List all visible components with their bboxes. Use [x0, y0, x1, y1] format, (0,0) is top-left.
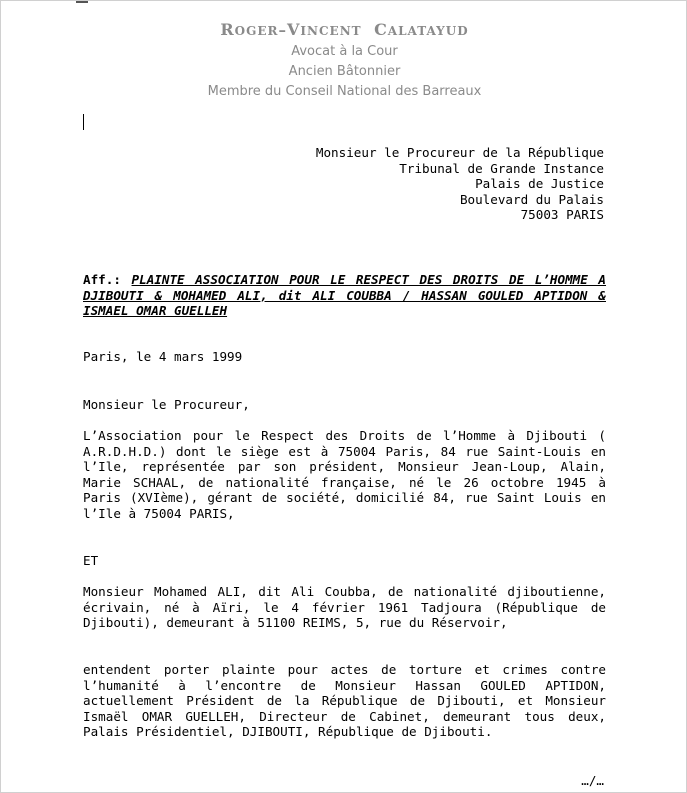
- conjunction-et: ET: [83, 553, 99, 568]
- recipient-address: [316, 145, 604, 223]
- letterhead: [1, 19, 687, 102]
- paragraph-association: L’Association pour le Respect des Droits de l’Homme à Djibouti ( A.R.D.H.D.) dont le siège est à 75004 Paris, 84 rue Saint-Louis en l’Ile, représentée par son président, Monsieur Jean-Loup, Alain, Marie SCHAAL, de nationalité française, né le 26 octobre 1945 à Paris (XVIème), gérant de société, domicilié 84, rue Saint Louis en l’Ile à 75004 PARIS,: [83, 428, 606, 521]
- text-cursor: [83, 114, 84, 130]
- recipient-line-3: Palais de Justice: [475, 176, 604, 192]
- recipient-line-1: Monsieur le Procureur de la République: [315, 145, 604, 160]
- lawyer-name: ROGER–VINCENT CALATAYUD: [220, 20, 469, 39]
- paragraph-mohamed-ali: Monsieur Mohamed ALI, dit Ali Coubba, de nationalité djiboutienne, écrivain, né à Aïri, le 4 février 1961 Tadjoura (République de Djibouti), demeurant à 51100 REIMS, 5, rue du Réservoir,: [83, 584, 606, 631]
- continuation-marker: …/…: [581, 773, 604, 788]
- affaire-subject: PLAINTE ASSOCIATION POUR LE RESPECT DES DROITS DE L’HOMME A DJIBOUTI & MOHAMED ALI, dit ALI COUBBA / HASSAN GOULED APTIDON & ISMAEL OMAR GUELLEH: [83, 272, 607, 319]
- page-top-marker: [76, 1, 88, 3]
- letterhead-line-1: Avocat à la Cour: [291, 44, 398, 59]
- affaire-reference: [83, 272, 606, 319]
- recipient-line-4: Boulevard du Palais: [459, 191, 604, 207]
- letterhead-line-2: Ancien Bâtonnier: [288, 64, 401, 79]
- recipient-line-2: Tribunal de Grande Instance: [399, 160, 604, 176]
- salutation: Monsieur le Procureur,: [83, 397, 250, 412]
- date-line: Paris, le 4 mars 1999: [83, 349, 243, 364]
- recipient-line-5: 75003 PARIS: [520, 207, 604, 223]
- affaire-prefix: Aff.:: [83, 272, 121, 287]
- letterhead-line-3: Membre du Conseil National des Barreaux: [207, 84, 482, 99]
- paragraph-complaint: entendent porter plainte pour actes de torture et crimes contre l’humanité à l’encontre de Monsieur Hassan GOULED APTIDON, actuellement Président de la République de Djibouti, et Monsieur Ismaël OMAR GUELLEH, Directeur de Cabinet, demeurant tous deux, Palais Présidentiel, DJIBOUTI, République de Djibouti.: [83, 662, 606, 740]
